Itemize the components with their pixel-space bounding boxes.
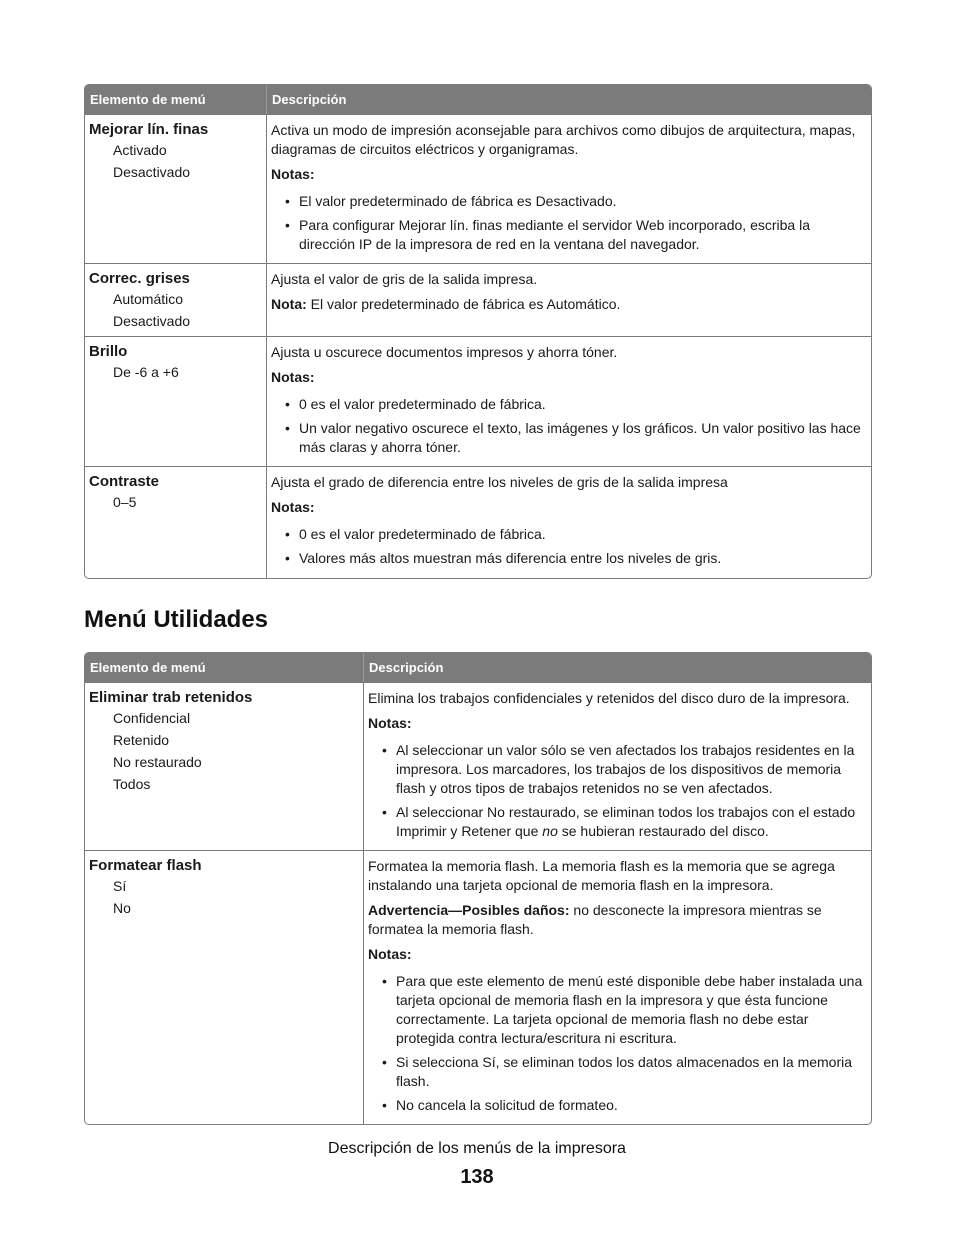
- table-row: [85, 114, 871, 263]
- description-cell: [267, 264, 871, 336]
- description-cell: [364, 683, 871, 850]
- menu-item-name: Brillo: [89, 343, 128, 360]
- menu-option: 0–5: [113, 494, 137, 510]
- menu-item-name: Eliminar trab retenidos: [89, 689, 253, 706]
- note-text: Para que este elemento de menú esté disponible debe haber instalada una tarjeta opcional de memoria flash en la impresora y que ésta funcione correctamente. La tarjeta opcional de memoria flash no debe estar protegida contra lectura/escritura ni escritura.: [396, 973, 863, 1046]
- table-row: [85, 336, 871, 466]
- menu-table-2: [84, 652, 872, 1125]
- header-menu-item: Elemento de menú: [85, 85, 267, 114]
- note-text: Para configurar Mejorar lín. finas mediante el servidor Web incorporado, escriba la dirección IP de la impresora de red en la ventana del navegador.: [299, 217, 810, 252]
- table-header: [85, 85, 871, 114]
- bullet-icon: •: [382, 1054, 387, 1070]
- list-item: [368, 1053, 867, 1091]
- menu-option: Desactivado: [113, 164, 191, 180]
- list-item: [368, 1096, 867, 1115]
- menu-option: No: [113, 900, 131, 916]
- section-title: Menú Utilidades: [84, 606, 269, 633]
- page-footer: Descripción de los menús de la impresora: [328, 1140, 626, 1157]
- notes-label: Notas:: [368, 715, 412, 731]
- menu-option: Todos: [113, 776, 151, 792]
- table-row: [85, 466, 871, 578]
- table-row: [85, 263, 871, 336]
- menu-item-name: Mejorar lín. finas: [89, 121, 209, 138]
- bullet-icon: •: [285, 550, 290, 566]
- description-cell: [267, 337, 871, 466]
- description-cell: [267, 467, 871, 578]
- description-text: Formatea la memoria flash. La memoria flash es la memoria que se agrega instalando una tarjeta opcional de memoria flash en la impresora.: [368, 858, 835, 893]
- table-header: [85, 653, 871, 682]
- bullet-icon: •: [285, 217, 290, 233]
- list-item: [271, 395, 867, 414]
- notes-label: Notas:: [271, 166, 315, 182]
- menu-item-cell: [85, 337, 267, 466]
- menu-option: Automático: [113, 291, 184, 307]
- note-text: El valor predeterminado de fábrica es Desactivado.: [299, 193, 617, 209]
- note-text: Al seleccionar No restaurado, se eliminan todos los trabajos con el estado Imprimir y Retener que: [396, 804, 856, 839]
- menu-option: Retenido: [113, 732, 170, 748]
- menu-option: Activado: [113, 142, 167, 158]
- list-item: [271, 419, 867, 457]
- table-row: [85, 850, 871, 1124]
- note-text: Si selecciona Sí, se eliminan todos los datos almacenados en la memoria flash.: [396, 1054, 853, 1089]
- menu-option: Confidencial: [113, 710, 191, 726]
- menu-option: Sí: [113, 878, 127, 894]
- menu-item-cell: [85, 851, 364, 1124]
- note-paragraph: [271, 295, 867, 314]
- note-text: No cancela la solicitud de formateo.: [396, 1097, 618, 1113]
- list-item: [271, 525, 867, 544]
- list-item: [271, 216, 867, 254]
- menu-table-1: [84, 84, 872, 579]
- list-item: [368, 803, 867, 841]
- description-text: Activa un modo de impresión aconsejable para archivos como dibujos de arquitectura, mapas, diagramas de circuitos eléctricos y organigramas.: [271, 122, 856, 157]
- list-item: [271, 549, 867, 568]
- header-description: Descripción: [272, 92, 347, 107]
- notes-label: Notas:: [368, 946, 412, 962]
- list-item: [271, 192, 867, 211]
- note-text: Valores más altos muestran más diferencia entre los niveles de gris.: [299, 550, 722, 566]
- notes-label: Notas:: [271, 499, 315, 515]
- menu-option: De -6 a +6: [113, 364, 179, 380]
- description-text: Elimina los trabajos confidenciales y retenidos del disco duro de la impresora.: [368, 690, 850, 706]
- bullet-icon: •: [285, 396, 290, 412]
- page-number: 138: [460, 1166, 494, 1188]
- notes-label: Notas:: [271, 369, 315, 385]
- menu-option: Desactivado: [113, 313, 191, 329]
- bullet-icon: •: [382, 1097, 387, 1113]
- bullet-icon: •: [285, 420, 290, 436]
- menu-item-cell: [85, 467, 267, 578]
- bullet-icon: •: [382, 973, 387, 989]
- note-text: 0 es el valor predeterminado de fábrica.: [299, 396, 546, 412]
- bullet-icon: •: [382, 742, 387, 758]
- warning-text: no desconecte la impresora mientras se formatea la memoria flash.: [368, 902, 822, 937]
- list-item: [368, 972, 867, 1048]
- header-description: Descripción: [369, 660, 444, 675]
- note-text: 0 es el valor predeterminado de fábrica.: [299, 526, 546, 542]
- note-emphasis: no: [542, 823, 558, 839]
- note-text: El valor predeterminado de fábrica es Automático.: [306, 296, 621, 312]
- warning-label: Advertencia—Posibles daños:: [368, 902, 570, 918]
- menu-item-cell: [85, 115, 267, 263]
- note-text: Al seleccionar un valor sólo se ven afectados los trabajos residentes en la impresora. Los marcadores, los trabajos de los dispositivos de memoria flash y otros tipos de trabajos retenidos no se ven afectados.: [396, 742, 855, 796]
- bullet-icon: •: [285, 193, 290, 209]
- description-cell: [267, 115, 871, 263]
- menu-item-name: Formatear flash: [89, 857, 202, 874]
- menu-item-cell: [85, 264, 267, 336]
- description-text: Ajusta u oscurece documentos impresos y ahorra tóner.: [271, 344, 618, 360]
- menu-option: No restaurado: [113, 754, 202, 770]
- bullet-icon: •: [285, 526, 290, 542]
- list-item: [368, 741, 867, 798]
- note-text: Un valor negativo oscurece el texto, las imágenes y los gráficos. Un valor positivo las hace más claras y ahorra tóner.: [299, 420, 861, 455]
- menu-item-cell: [85, 683, 364, 850]
- table-row: [85, 682, 871, 850]
- warning-paragraph: [368, 901, 867, 939]
- note-text: se hubieran restaurado del disco.: [557, 823, 769, 839]
- note-label: Nota:: [271, 296, 307, 312]
- description-text: Ajusta el grado de diferencia entre los niveles de gris de la salida impresa: [271, 474, 728, 490]
- menu-item-name: Contraste: [89, 473, 160, 490]
- bullet-icon: •: [382, 804, 387, 820]
- description-text: Ajusta el valor de gris de la salida impresa.: [271, 271, 538, 287]
- menu-item-name: Correc. grises: [89, 270, 190, 287]
- description-cell: [364, 851, 871, 1124]
- header-menu-item: Elemento de menú: [85, 653, 364, 682]
